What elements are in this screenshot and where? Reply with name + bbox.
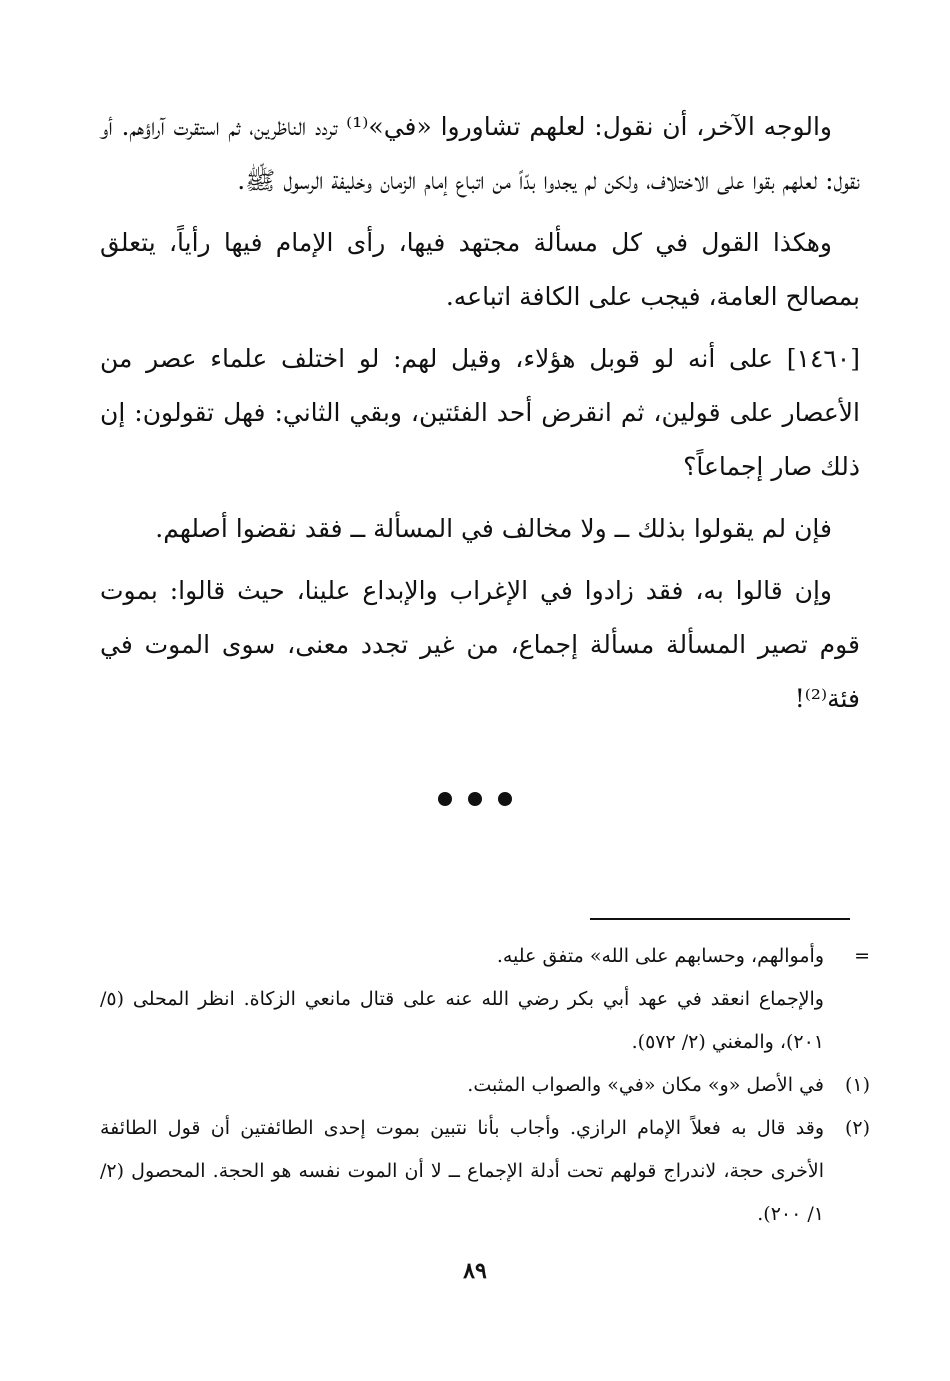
footnote-2 xyxy=(100,1107,870,1236)
paragraph-5: وإن قالوا به، فقد زادوا في الإغراب والإبداع علينا، حيث قالوا: بموت قوم تصير المسألة مسألة إجماع، من غير تجدد معنى، سوى الموت في فئة⁽²⁾! xyxy=(100,576,860,713)
footnote-rule xyxy=(590,918,850,920)
footnote-marker: (٢) xyxy=(844,1117,870,1139)
continuation-line-2: والإجماع انعقد في عهد أبي بكر رضي الله عنه على قتال مانعي الزكاة. انظر المحلى (٥/ ٢٠١)، والمغني (٢/ ٥٧٢). xyxy=(100,988,824,1053)
continuation-mark: = xyxy=(854,945,870,967)
footnote-text: وقد قال به فعلاً الإمام الرازي. وأجاب بأنا نتبين بموت إحدى الطائفتين أن قول الطائفة الأخرى حجة، لاندراج قولهم تحت أدلة الإجماع ــ لا أن الموت نفسه هو الحجة. المحصول (٢/ ١/ ٢٠٠). xyxy=(100,1117,824,1225)
footnotes xyxy=(100,935,870,1236)
footnote-1 xyxy=(100,1064,870,1107)
footnote-marker: (١) xyxy=(844,1074,870,1096)
footnote-continuation-2 xyxy=(100,978,870,1064)
main-text xyxy=(100,100,860,734)
paragraph-2: وهكذا القول في كل مسألة مجتهد فيها، رأى الإمام فيها رأياً، يتعلق بمصالح العامة، فيجب على الكافة اتباعه. xyxy=(100,228,860,311)
separator-dot xyxy=(498,792,512,806)
separator-dot xyxy=(468,792,482,806)
paragraph-1: والوجه الآخر، أن نقول: لعلهم تشاوروا «في»⁽¹⁾ تردد الناظرين، ثم استقرت آراؤهم. أو نقول: لعلهم بقوا على الاختلاف، ولكن لم يجدوا بدّاً من اتباع إمام الزمان وخليفة الرسول ﷺ. xyxy=(100,112,860,195)
section-separator xyxy=(0,792,950,806)
paragraph-3: [١٤٦٠] على أنه لو قوبل هؤلاء، وقيل لهم: لو اختلف علماء عصر من الأعصار على قولين، ثم انقرض أحد الفئتين، وبقي الثاني: فهل تقولون: إن ذلك صار إجماعاً؟ xyxy=(100,344,860,481)
footnote-continuation xyxy=(100,935,870,978)
page-number: ٨٩ xyxy=(463,1258,487,1284)
continuation-line-1: وأموالهم، وحسابهم على الله» متفق عليه. xyxy=(496,945,824,967)
paragraph-4: فإن لم يقولوا بذلك ــ ولا مخالف في المسألة ــ فقد نقضوا أصلهم. xyxy=(155,514,832,543)
separator-dot xyxy=(438,792,452,806)
footnote-text: في الأصل «و» مكان «في» والصواب المثبت. xyxy=(467,1074,824,1096)
